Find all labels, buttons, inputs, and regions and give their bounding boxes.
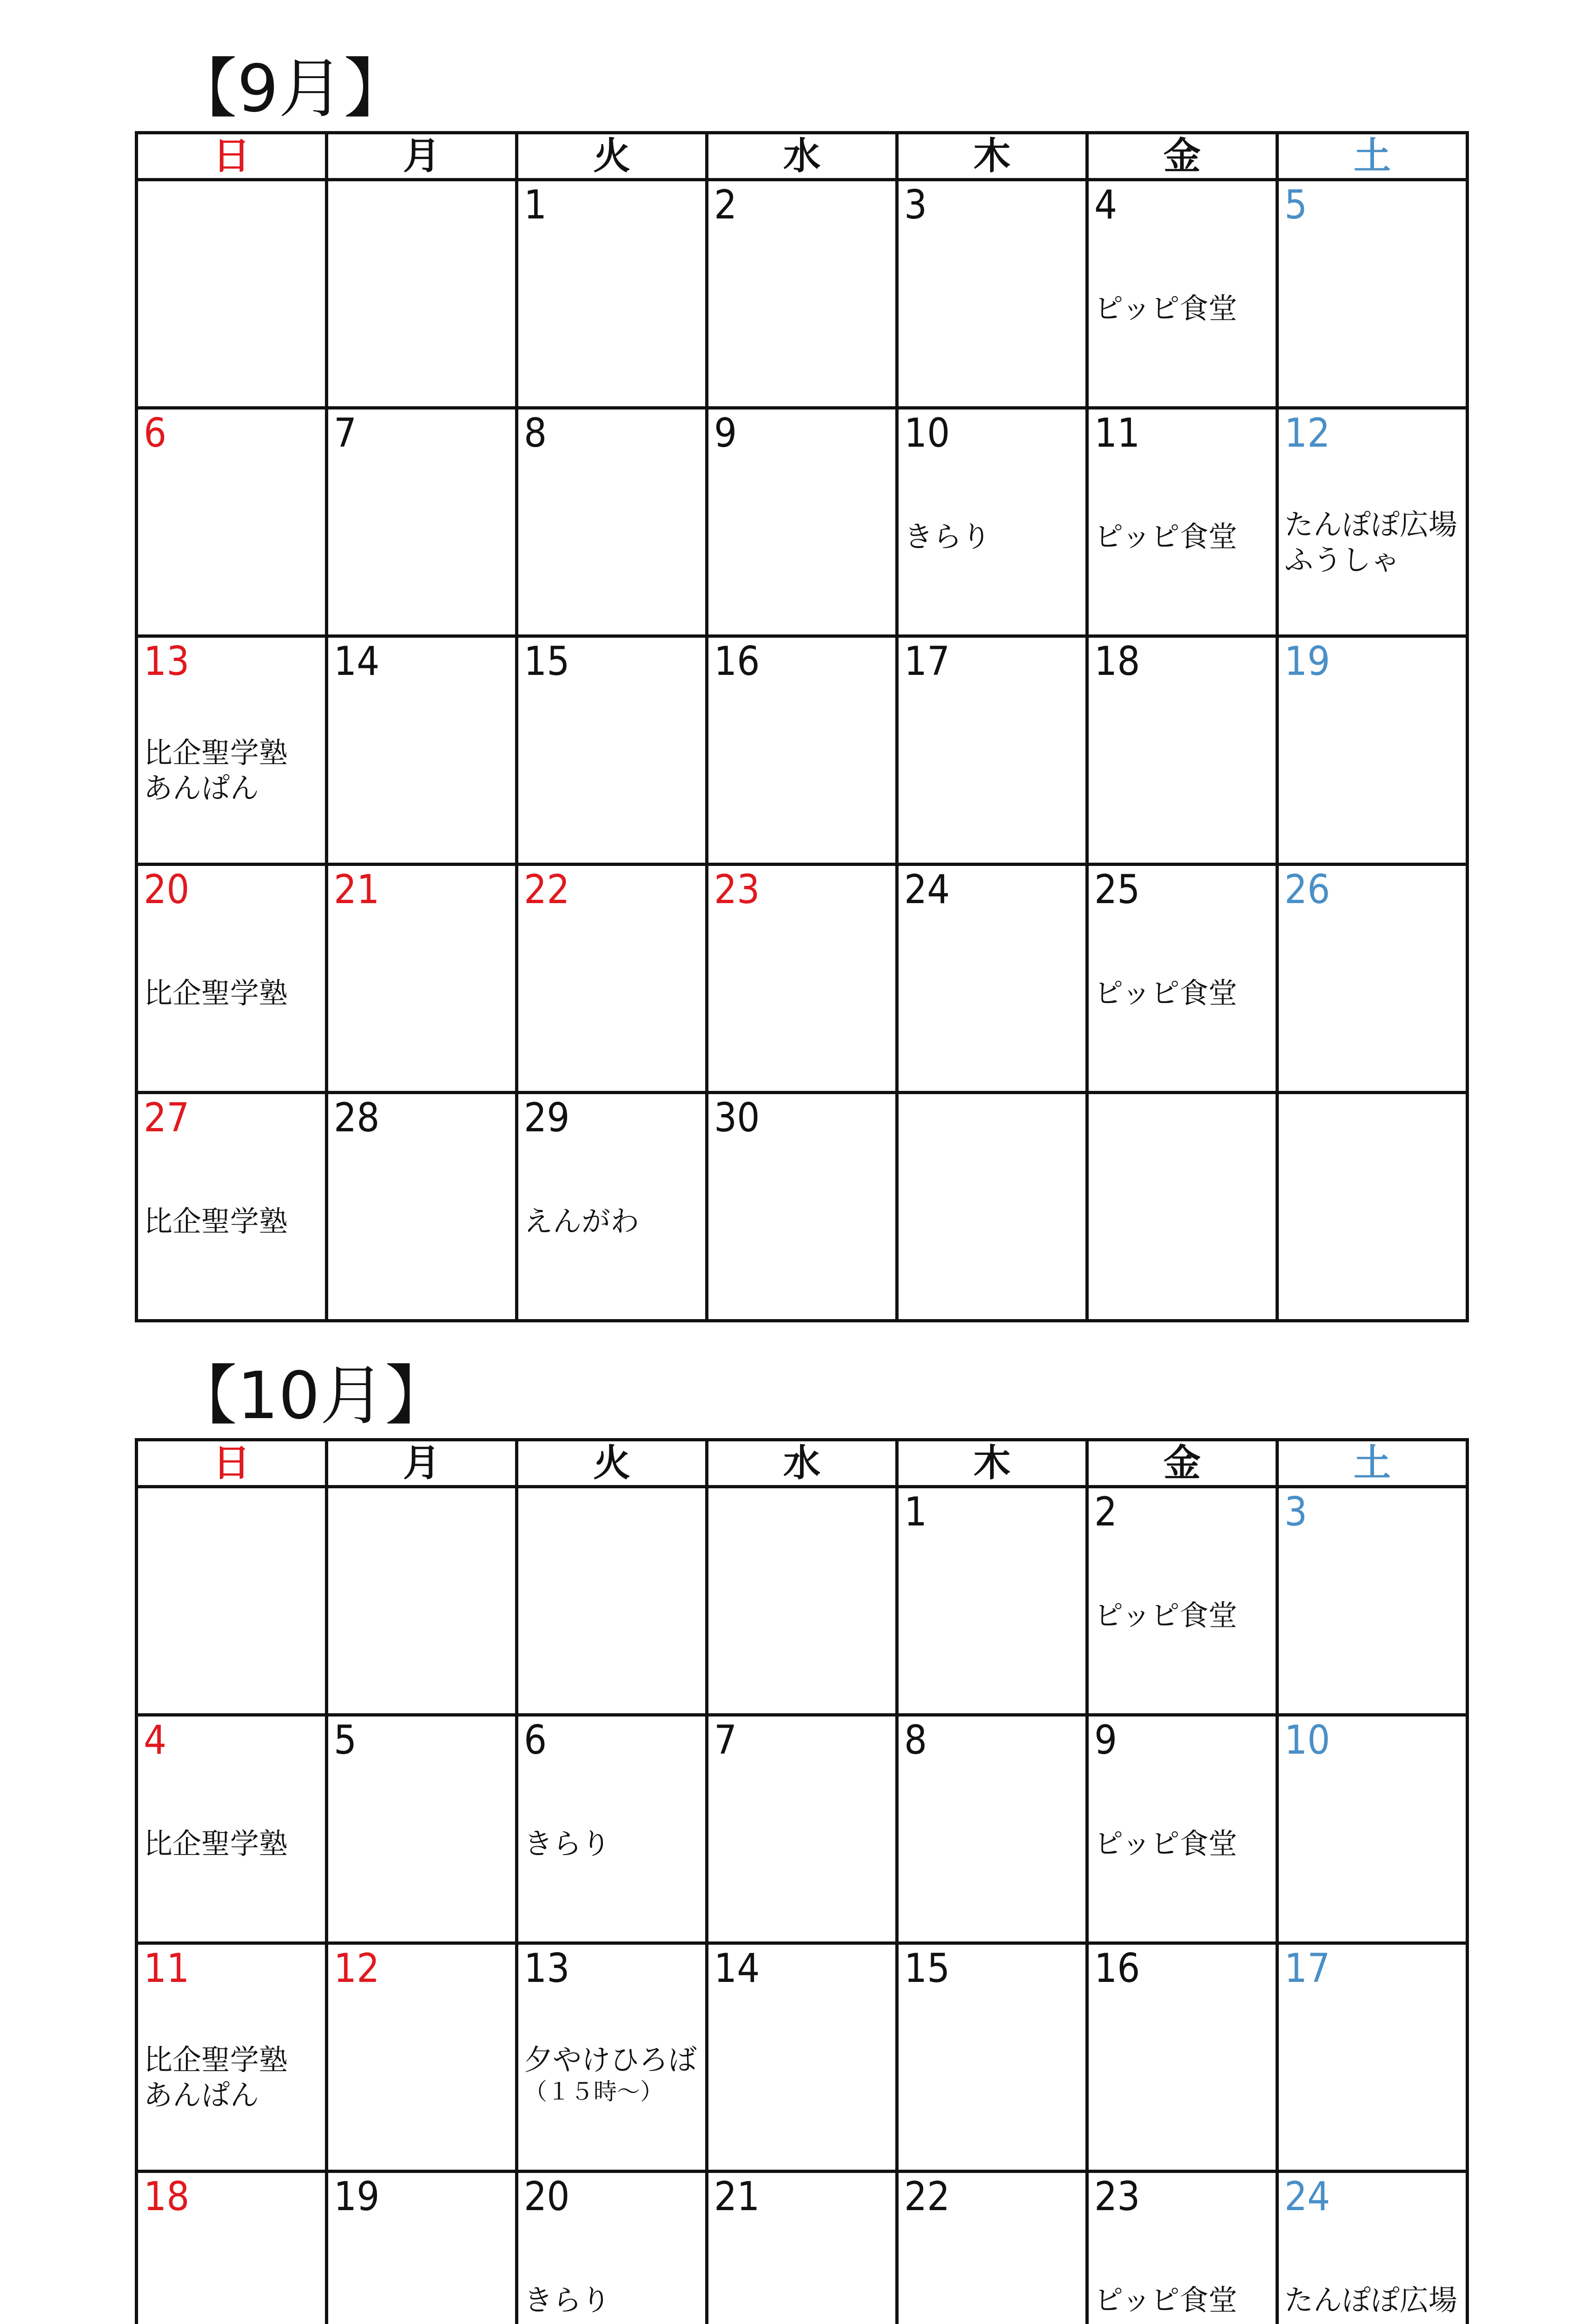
day-number: 18 bbox=[144, 2173, 190, 2220]
day-cell bbox=[327, 1715, 517, 1943]
day-number: 9 bbox=[714, 410, 737, 456]
day-cell bbox=[517, 2172, 707, 2324]
day-number: 21 bbox=[334, 866, 380, 913]
day-cell bbox=[137, 1943, 327, 2172]
day-cell bbox=[137, 408, 327, 636]
day-cell bbox=[707, 1487, 897, 1715]
event-label: ふうしゃ bbox=[1284, 542, 1400, 577]
day-cell bbox=[327, 865, 517, 1093]
day-cell bbox=[897, 1487, 1087, 1715]
day-number: 28 bbox=[334, 1095, 380, 1141]
day-number: 1 bbox=[524, 182, 547, 228]
day-cell bbox=[1277, 865, 1468, 1093]
event-label: 夕やけひろば bbox=[524, 2043, 697, 2077]
day-number: 13 bbox=[144, 638, 190, 685]
day-cell bbox=[1087, 865, 1277, 1093]
day-number: 7 bbox=[334, 410, 357, 456]
day-number: 22 bbox=[904, 2173, 950, 2220]
day-cell bbox=[517, 865, 707, 1093]
day-number: 21 bbox=[714, 2173, 760, 2220]
day-number: 7 bbox=[714, 1717, 737, 1763]
day-cell bbox=[327, 1487, 517, 1715]
day-cell bbox=[707, 865, 897, 1093]
calendar-grid bbox=[135, 131, 1469, 1322]
day-cell bbox=[517, 1715, 707, 1943]
day-number: 19 bbox=[334, 2173, 380, 2220]
weekday-header-sun: 日 bbox=[137, 133, 327, 180]
weekday-header-thu: 木 bbox=[897, 133, 1087, 180]
day-number: 20 bbox=[144, 866, 190, 913]
weekday-header-row bbox=[137, 1440, 1468, 1487]
month-title: 【10月】 bbox=[172, 1358, 450, 1434]
event-label: たんぽぽ広場 bbox=[1284, 2283, 1458, 2317]
day-cell bbox=[517, 180, 707, 408]
day-cell bbox=[1087, 408, 1277, 636]
day-cell bbox=[1277, 2172, 1468, 2324]
week-row bbox=[137, 1715, 1468, 1943]
week-row bbox=[137, 408, 1468, 636]
day-cell bbox=[137, 1093, 327, 1321]
day-cell bbox=[327, 408, 517, 636]
event-list bbox=[144, 735, 322, 805]
event-label: ピッピ食堂 bbox=[1094, 520, 1237, 554]
day-number: 24 bbox=[1284, 2173, 1330, 2220]
day-cell bbox=[707, 636, 897, 865]
event-list bbox=[524, 2283, 702, 2318]
event-label: えんがわ bbox=[524, 1204, 640, 1238]
day-cell bbox=[1087, 1715, 1277, 1943]
event-list bbox=[1094, 519, 1273, 555]
day-number: 1 bbox=[904, 1489, 927, 1535]
event-list bbox=[524, 2042, 702, 2106]
day-cell bbox=[897, 180, 1087, 408]
week-row bbox=[137, 1487, 1468, 1715]
event-label: （１５時～） bbox=[524, 2078, 663, 2105]
week-row bbox=[137, 636, 1468, 865]
day-number: 5 bbox=[334, 1717, 357, 1763]
event-list bbox=[1094, 1598, 1273, 1633]
weekday-header-mon: 月 bbox=[327, 1440, 517, 1487]
day-number: 2 bbox=[1094, 1489, 1118, 1535]
weekday-header-row bbox=[137, 133, 1468, 180]
week-row bbox=[137, 2172, 1468, 2324]
event-label: 比企聖学塾 bbox=[144, 1827, 288, 1861]
day-cell bbox=[1277, 180, 1468, 408]
day-number: 11 bbox=[144, 1945, 190, 1992]
day-cell bbox=[1087, 1943, 1277, 2172]
day-number: 14 bbox=[714, 1945, 760, 1992]
week-row bbox=[137, 180, 1468, 408]
day-number: 15 bbox=[904, 1945, 950, 1992]
day-number: 19 bbox=[1284, 638, 1330, 685]
day-cell bbox=[897, 1093, 1087, 1321]
day-number: 4 bbox=[144, 1717, 167, 1763]
day-cell bbox=[137, 1487, 327, 1715]
event-label: ピッピ食堂 bbox=[1094, 976, 1237, 1010]
weekday-header-fri: 金 bbox=[1087, 133, 1277, 180]
weekday-header-wed: 水 bbox=[707, 1440, 897, 1487]
event-list bbox=[1094, 1826, 1273, 1862]
event-list bbox=[1284, 507, 1463, 577]
day-number: 12 bbox=[334, 1945, 380, 1992]
day-cell bbox=[707, 1093, 897, 1321]
event-list bbox=[524, 1204, 702, 1239]
day-cell bbox=[327, 1943, 517, 2172]
day-cell bbox=[707, 1943, 897, 2172]
day-cell bbox=[707, 1715, 897, 1943]
day-cell bbox=[1087, 1093, 1277, 1321]
day-cell bbox=[517, 636, 707, 865]
day-cell bbox=[707, 2172, 897, 2324]
day-number: 12 bbox=[1284, 410, 1330, 456]
day-number: 3 bbox=[904, 182, 927, 228]
event-list bbox=[1094, 291, 1273, 326]
day-number: 23 bbox=[1094, 2173, 1140, 2220]
month-title: 【9月】 bbox=[172, 51, 409, 127]
day-cell bbox=[137, 865, 327, 1093]
day-cell bbox=[707, 180, 897, 408]
day-number: 2 bbox=[714, 182, 737, 228]
day-cell bbox=[897, 1943, 1087, 2172]
event-label: 比企聖学塾 bbox=[144, 976, 288, 1010]
day-cell bbox=[327, 636, 517, 865]
event-label: あんぱん bbox=[144, 2078, 259, 2112]
day-number: 26 bbox=[1284, 866, 1330, 913]
weekday-header-sat: 土 bbox=[1277, 133, 1468, 180]
day-number: 6 bbox=[144, 410, 167, 456]
day-number: 27 bbox=[144, 1095, 190, 1141]
event-label: ピッピ食堂 bbox=[1094, 291, 1237, 325]
event-list bbox=[1094, 976, 1273, 1011]
day-cell bbox=[1277, 1715, 1468, 1943]
week-row bbox=[137, 865, 1468, 1093]
day-cell bbox=[1277, 1093, 1468, 1321]
day-number: 20 bbox=[524, 2173, 570, 2220]
day-cell bbox=[137, 180, 327, 408]
day-cell bbox=[1087, 2172, 1277, 2324]
day-cell bbox=[1087, 180, 1277, 408]
event-list bbox=[1094, 2283, 1273, 2318]
event-list bbox=[144, 1826, 322, 1862]
week-row bbox=[137, 1093, 1468, 1321]
day-number: 3 bbox=[1284, 1489, 1308, 1535]
day-number: 16 bbox=[714, 638, 760, 685]
day-number: 25 bbox=[1094, 866, 1140, 913]
day-cell bbox=[707, 408, 897, 636]
day-cell bbox=[137, 2172, 327, 2324]
day-number: 24 bbox=[904, 866, 950, 913]
day-cell bbox=[897, 2172, 1087, 2324]
day-cell bbox=[517, 408, 707, 636]
day-cell bbox=[517, 1943, 707, 2172]
day-number: 17 bbox=[1284, 1945, 1330, 1992]
event-label: たんぽぽ広場 bbox=[1284, 508, 1458, 541]
event-label: きらり bbox=[904, 520, 991, 554]
day-number: 16 bbox=[1094, 1945, 1140, 1992]
event-list bbox=[144, 2042, 322, 2113]
event-label: きらり bbox=[524, 2283, 611, 2317]
event-label: ピッピ食堂 bbox=[1094, 1598, 1237, 1632]
event-list bbox=[1284, 2283, 1463, 2318]
event-label: 比企聖学塾 bbox=[144, 736, 288, 770]
week-row bbox=[137, 1943, 1468, 2172]
weekday-header-tue: 火 bbox=[517, 133, 707, 180]
day-number: 13 bbox=[524, 1945, 570, 1992]
day-number: 11 bbox=[1094, 410, 1140, 456]
day-cell bbox=[327, 2172, 517, 2324]
event-label: ピッピ食堂 bbox=[1094, 1827, 1237, 1861]
event-list bbox=[904, 519, 1083, 555]
day-cell bbox=[517, 1487, 707, 1715]
weekday-header-thu: 木 bbox=[897, 1440, 1087, 1487]
event-label: ピッピ食堂 bbox=[1094, 2283, 1237, 2317]
day-number: 23 bbox=[714, 866, 760, 913]
day-cell bbox=[1277, 408, 1468, 636]
day-number: 9 bbox=[1094, 1717, 1118, 1763]
day-number: 17 bbox=[904, 638, 950, 685]
day-number: 8 bbox=[524, 410, 547, 456]
weekday-header-mon: 月 bbox=[327, 133, 517, 180]
day-number: 18 bbox=[1094, 638, 1140, 685]
day-number: 5 bbox=[1284, 182, 1308, 228]
day-cell bbox=[137, 636, 327, 865]
calendar-grid bbox=[135, 1438, 1469, 2324]
day-cell bbox=[897, 636, 1087, 865]
day-number: 30 bbox=[714, 1095, 760, 1141]
day-cell bbox=[517, 1093, 707, 1321]
day-number: 22 bbox=[524, 866, 570, 913]
day-cell bbox=[327, 180, 517, 408]
day-number: 29 bbox=[524, 1095, 570, 1141]
event-list bbox=[524, 1826, 702, 1862]
day-cell bbox=[1277, 1487, 1468, 1715]
day-cell bbox=[897, 1715, 1087, 1943]
event-label: 比企聖学塾 bbox=[144, 1204, 288, 1238]
day-cell bbox=[137, 1715, 327, 1943]
event-label: あんぱん bbox=[144, 771, 259, 805]
event-list bbox=[144, 976, 322, 1011]
day-cell bbox=[1087, 636, 1277, 865]
day-number: 14 bbox=[334, 638, 380, 685]
day-cell bbox=[897, 408, 1087, 636]
event-label: きらり bbox=[524, 1827, 611, 1861]
weekday-header-fri: 金 bbox=[1087, 1440, 1277, 1487]
weekday-header-tue: 火 bbox=[517, 1440, 707, 1487]
day-number: 6 bbox=[524, 1717, 547, 1763]
weekday-header-sat: 土 bbox=[1277, 1440, 1468, 1487]
event-list bbox=[144, 1204, 322, 1239]
day-cell bbox=[1277, 636, 1468, 865]
day-number: 10 bbox=[1284, 1717, 1330, 1763]
day-number: 10 bbox=[904, 410, 950, 456]
weekday-header-wed: 水 bbox=[707, 133, 897, 180]
weekday-header-sun: 日 bbox=[137, 1440, 327, 1487]
day-number: 4 bbox=[1094, 182, 1118, 228]
day-cell bbox=[327, 1093, 517, 1321]
day-number: 15 bbox=[524, 638, 570, 685]
day-cell bbox=[897, 865, 1087, 1093]
event-label: 比企聖学塾 bbox=[144, 2043, 288, 2077]
day-number: 8 bbox=[904, 1717, 927, 1763]
day-cell bbox=[1087, 1487, 1277, 1715]
day-cell bbox=[1277, 1943, 1468, 2172]
